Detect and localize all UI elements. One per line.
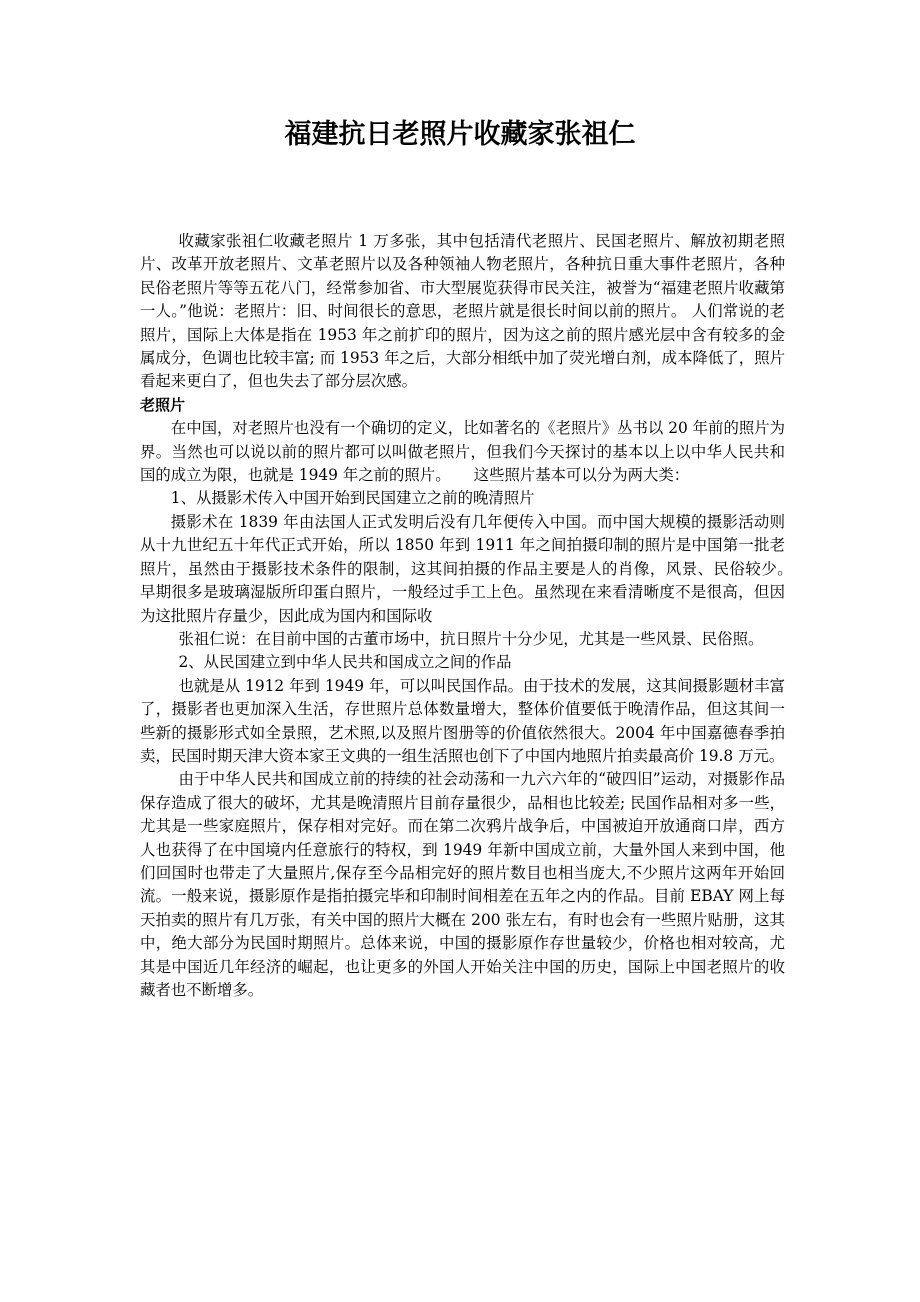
paragraph-definition: 在中国，对老照片也没有一个确切的定义，比如著名的《老照片》丛书以 20 年前的照片为界。当然也可以说以前的照片都可以叫做老照片，但我们今天探讨的基本以上以中华人民共和国的成立为限，也就是 1949 年之前的照片。 这些照片基本可以分为两大类： — [140, 419, 786, 485]
paragraph-intro: 收藏家张祖仁收藏老照片 1 万多张，其中包括清代老照片、民国老照片、解放初期老照片、改革开放老照片、文革老照片以及各种领袖人物老照片，各种抗日重大事件老照片，各种民俗老照片等等五花八门，经常参加省、市大型展览获得市民关注，被誉为“福建老照片收藏第一人。”他说：老照片：旧、时间很长的意思，老照片就是很长时间以前的照片。 人们常说的老照片，国际上大体是指在 1953 年之前扩印的照片，因为这之前的照片感光层中含有较多的金属成分，色调也比较丰富; 而 1953 年之后，大部分相纸中加了荧光增白剂，成本降低了，照片看起来更白了，但也失去了部分层次感。 — [140, 232, 785, 391]
section-heading: 老照片 — [140, 395, 186, 414]
paragraph-late-qing: 摄影术在 1839 年由法国人正式发明后没有几年便传入中国。而中国大规模的摄影活动则从十九世纪五十年代正式开始，所以 1850 年到 1911 年之间拍摄印制的照片是中国第一批老照片，虽然由于摄影技术条件的限制，这其间拍摄的作品主要是人的肖像，风景、民俗较少。 早期很多是玻璃湿版所印蛋白照片，一般经过手工上色。虽然现在来看清晰度不是很高，但因为这批照片存量少，因此成为国内和国际收 — [140, 512, 816, 625]
list-item-category-1: 1、从摄影术传入中国开始到民国建立之前的晚清照片 — [170, 489, 535, 508]
document-body — [140, 230, 816, 1002]
list-item-category-2: 2、从民国建立到中华人民共和国成立之间的作品 — [178, 653, 512, 672]
paragraph-preservation: 由于中华人民共和国成立前的持续的社会动荡和一九六六年的“破四旧”运动，对摄影作品保存造成了很大的破坏，尤其是晚清照片目前存量很少，品相也比较差; 民国作品相对多一些，尤其是一些家庭照片，保存相对完好。而在第二次鸦片战争后，中国被迫开放通商口岸，西方人也获得了在中国境内任意旅行的特权，到 1949 年新中国成立前，大量外国人来到中国，他们回国时也带走了大量照片,保存至今品相完好的照片数目也相当庞大,不少照片这两年开始回流。一般来说，摄影原作是指拍摄完毕和印制时间相差在五年之内的作品。目前 EBAY 网上每天拍卖的照片有几万张，有关中国的照片大概在 200 张左右，有时也会有一些照片贴册，这其中，绝大部分为民国时期照片。总体来说，中国的摄影原作存世量较少，价格也相对较高，尤其是中国近几年经济的崛起，也让更多的外国人开始关注中国的历史，国际上中国老照片的收藏者也不断增多。 — [140, 770, 785, 999]
paragraph-republic: 也就是从 1912 年到 1949 年，可以叫民国作品。由于技术的发展，这其间摄影题材丰富了，摄影者也更加深入生活，存世照片总体数量增大，整体价值要低于晚清作品，但这其间一些新的摄影形式如全景照，艺术照,以及照片图册等的价值依然很大。2004 年中国嘉德春季拍卖，民国时期天津大资本家王文典的一组生活照也创下了中国内地照片拍卖最高价 19.8 万元。 — [140, 676, 785, 765]
page-title: 福建抗日老照片收藏家张祖仁 — [284, 119, 636, 150]
paragraph-quote: 张祖仁说：在目前中国的古董市场中，抗日照片十分少见，尤其是一些风景、民俗照。 — [178, 629, 764, 648]
